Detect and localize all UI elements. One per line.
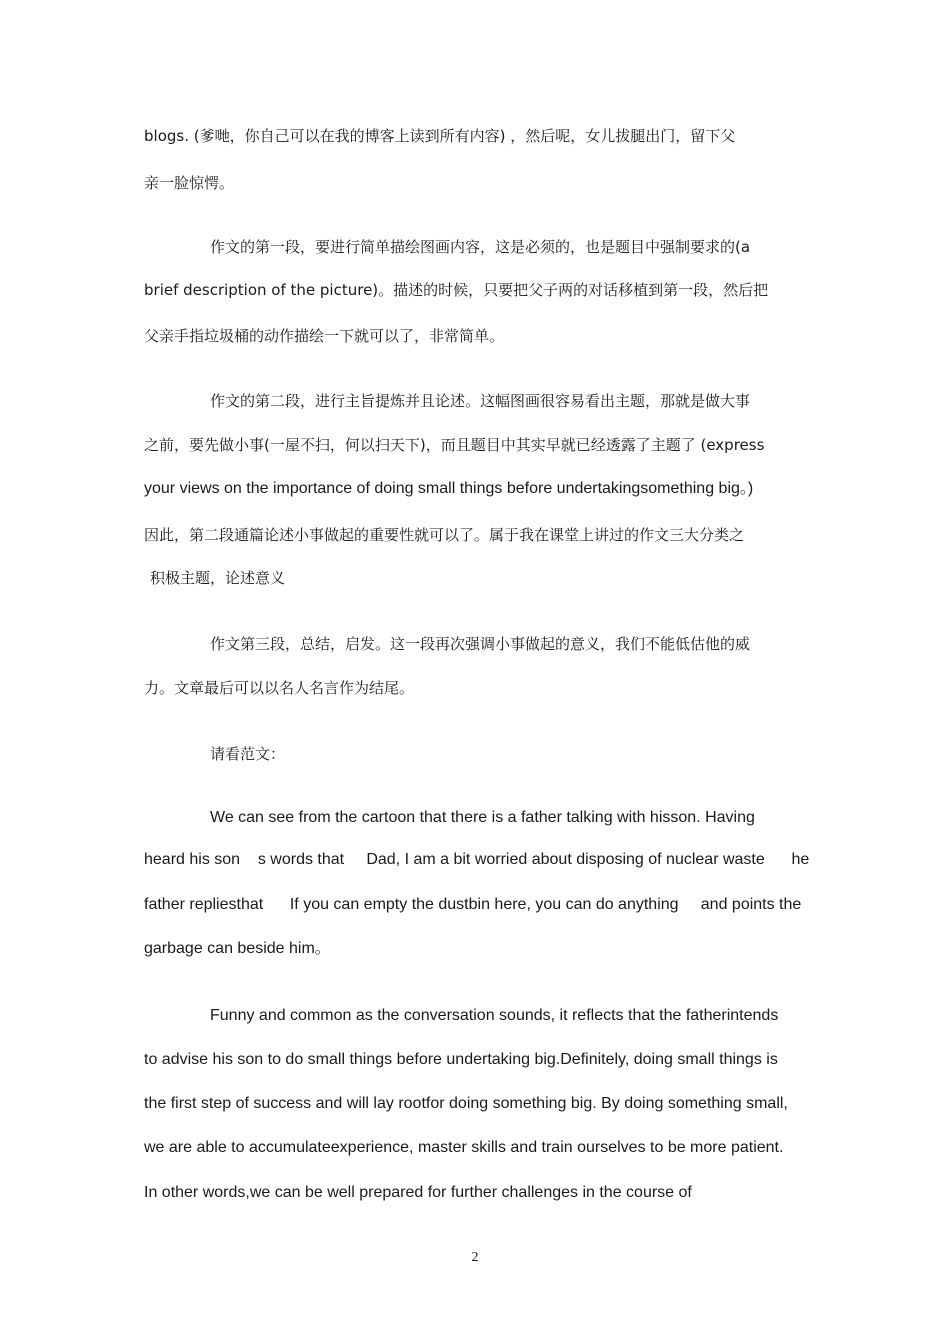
text-line: your views on the importance of doing small things before undertakingsomething big。): [144, 480, 754, 497]
text-line: 父亲手指垃圾桶的动作描绘一下就可以了，非常简单。: [144, 327, 505, 345]
text-line: garbage can beside him。: [144, 940, 331, 957]
paragraph-start: 作文的第二段，进行主旨提炼并且论述。这幅图画很容易看出主题，那就是做大事: [210, 392, 751, 410]
text-line: heard his son s words that Dad, I am a bit worried about disposing of nuclear waste he: [144, 851, 810, 868]
paragraph-start: 请看范文：: [210, 745, 286, 763]
page-number: 2: [471, 1250, 479, 1265]
text-line: 亲一脸惊愕。: [144, 174, 235, 192]
text-line: brief description of the picture)。描述的时候，只要把父子两的对话移植到第一段，然后把: [144, 281, 769, 299]
text-line: In other words,we can be well prepared for further challenges in the course of: [144, 1184, 692, 1201]
text-line: 积极主题，论述意义: [150, 569, 286, 587]
text-line: 之前，要先做小事(一屋不扫，何以扫天下)，而且题目中其实早就已经透露了主题了 (express: [144, 436, 765, 454]
text-line: we are able to accumulateexperience, master skills and train ourselves to be more patient.: [144, 1139, 784, 1156]
paragraph-start: 作文第三段，总结，启发。这一段再次强调小事做起的意义，我们不能低估他的威: [210, 635, 751, 653]
text-line: to advise his son to do small things before undertaking big.Definitely, doing small things is: [144, 1051, 778, 1068]
text-line: 因此，第二段通篇论述小事做起的重要性就可以了。属于我在课堂上讲过的作文三大分类之: [144, 526, 745, 544]
paragraph-start: Funny and common as the conversation sounds, it reflects that the fatherintends: [210, 1007, 779, 1024]
paragraph-start: 作文的第一段，要进行简单描绘图画内容，这是必须的，也是题目中强制要求的(a: [210, 238, 751, 256]
text-line: the first step of success and will lay rootfor doing something big. By doing something small,: [144, 1095, 788, 1112]
text-line: father repliesthat If you can empty the dustbin here, you can do anything and points the: [144, 896, 802, 913]
paragraph-start: We can see from the cartoon that there is a father talking with hisson. Having: [210, 809, 755, 826]
text-line: 力。文章最后可以以名人名言作为结尾。: [144, 679, 415, 697]
text-line: blogs. (爹哋，你自己可以在我的博客上读到所有内容) ，然后呢，女儿拔腿出门，留下父: [144, 127, 736, 145]
